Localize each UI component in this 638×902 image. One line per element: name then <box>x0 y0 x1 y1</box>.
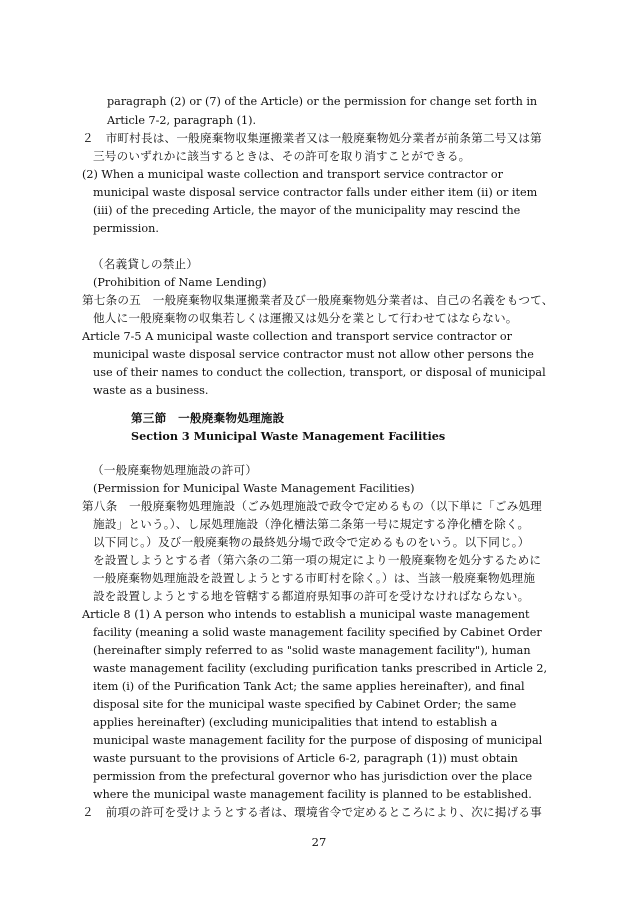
text-line: を設置しようとする者（第六条の二第一項の規定により一般廃棄物を処分するために <box>93 553 542 567</box>
article-caption: (Prohibition of Name Lending) <box>93 276 267 289</box>
text-line: facility (meaning a solid waste management facility specified by Cabinet Order <box>93 626 542 639</box>
article-caption: （名義貸しの禁止） <box>92 257 199 271</box>
article-caption: (Permission for Municipal Waste Management Facilities) <box>93 482 415 495</box>
text-line: Article 7-2, paragraph (1). <box>107 114 257 127</box>
section-heading: Section 3 Municipal Waste Management Facilities <box>131 429 446 443</box>
text-line: where the municipal waste management facility is planned to be established. <box>93 788 532 801</box>
text-line: use of their names to conduct the collection, transport, or disposal of municipal <box>93 366 546 379</box>
text-line: waste management facility (excluding purification tanks prescribed in Article 2, <box>93 662 548 675</box>
article-caption: （一般廃棄物処理施設の許可） <box>92 463 258 477</box>
text-line: 施設」という。）、し尿処理施設（浄化槽法第二条第一号に規定する浄化槽を除く。 <box>93 517 530 531</box>
text-line: permission from the prefectural governor who has jurisdiction over the place <box>93 770 533 783</box>
text-line: permission. <box>93 222 159 235</box>
text-line: waste as a business. <box>93 384 209 397</box>
text-line: ２ 前項の許可を受けようとする者は、環境省令で定めるところにより、次に掲げる事 <box>82 805 542 819</box>
page-number: 27 <box>311 835 327 849</box>
text-line: 第八条 一般廃棄物処理施設（ごみ処理施設で政令で定めるもの（以下単に「ごみ処理 <box>82 499 542 513</box>
text-line: paragraph (2) or (7) of the Article) or the permission for change set forth in <box>107 95 538 108</box>
text-line: Article 8 (1) A person who intends to establish a municipal waste management <box>82 608 530 621</box>
text-line: waste pursuant to the provisions of Article 6-2, paragraph (1)) must obtain <box>93 752 518 765</box>
text-line: 以下同じ。）及び一般廃棄物の最終処分場で政令で定めるものをいう。以下同じ。） <box>93 535 530 549</box>
text-line: Article 7-5 A municipal waste collection and transport service contractor or <box>82 330 513 343</box>
text-line: 設を設置しようとする地を管轄する都道府県知事の許可を受けなければならない。 <box>93 589 530 603</box>
text-line: 他人に一般廃棄物の収集若しくは運搬又は処分を業として行わせてはならない。 <box>93 311 518 325</box>
text-line: 三号のいずれかに該当するときは、その許可を取り消すことができる。 <box>93 149 471 163</box>
text-line: applies hereinafter) (excluding municipalities that intend to establish a <box>93 716 498 729</box>
section-heading: 第三節 一般廃棄物処理施設 <box>131 411 285 425</box>
text-line: 第七条の五 一般廃棄物収集運搬業者及び一般廃棄物処分業者は、自己の名義をもつて、 <box>82 293 554 307</box>
text-line: (2) When a municipal waste collection and transport service contractor or <box>82 168 504 181</box>
text-line: (hereinafter simply referred to as "solid waste management facility"), human <box>93 644 531 657</box>
text-line: (iii) of the preceding Article, the mayor of the municipality may rescind the <box>93 204 521 217</box>
text-line: disposal site for the municipal waste specified by Cabinet Order; the same <box>93 698 517 711</box>
text-line: ２ 市町村長は、一般廃棄物収集運搬業者又は一般廃棄物処分業者が前条第二号又は第 <box>82 131 542 145</box>
text-line: municipal waste disposal service contractor must not allow other persons the <box>93 348 534 361</box>
text-line: 一般廃棄物処理施設を設置しようとする市町村を除く。）は、当該一般廃棄物処理施 <box>93 571 536 585</box>
text-line: municipal waste disposal service contractor falls under either item (ii) or item <box>93 186 538 199</box>
text-line: item (i) of the Purification Tank Act; the same applies hereinafter), and final <box>93 680 525 693</box>
text-line: municipal waste management facility for the purpose of disposing of municipal <box>93 734 543 747</box>
